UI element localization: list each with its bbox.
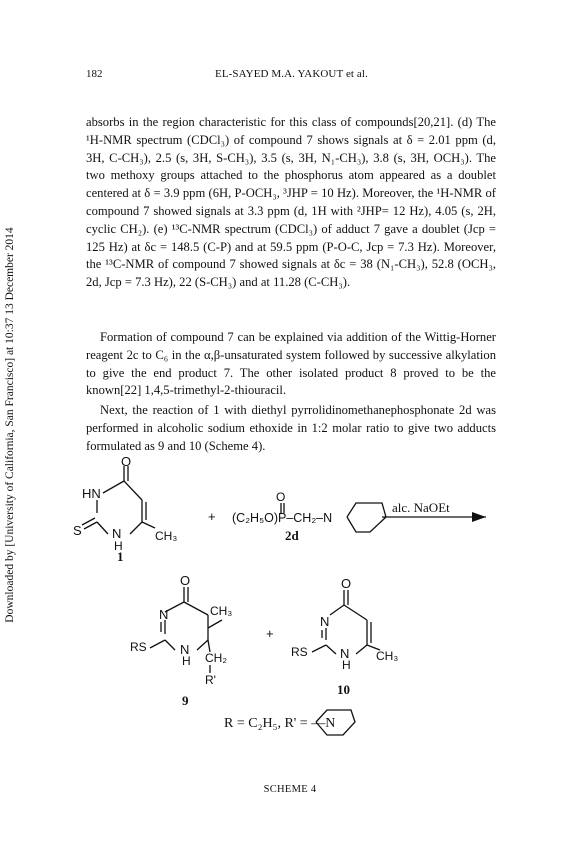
compound-9-r-prime: R': [205, 673, 216, 687]
plus-sign: +: [208, 509, 216, 524]
compound-10-n1: N: [340, 646, 350, 661]
substituent-legend: R = C₂H₅, R' = —N: [224, 716, 336, 731]
compound-9-oxygen: O: [180, 573, 191, 588]
compound-10-methyl: CH₃: [376, 649, 399, 663]
compound-10-label: 10: [337, 682, 350, 697]
reagent-2d-oxygen: O: [276, 490, 286, 504]
reagent-2d-label: 2d: [285, 528, 299, 543]
compound-1-methyl: CH₃: [155, 529, 178, 543]
compound-1-sulfur: S: [73, 523, 82, 538]
scheme-caption: SCHEME 4: [263, 784, 317, 795]
compound-9-label: 9: [182, 693, 189, 708]
paragraph-text: absorbs in the region characteristic for this class of compounds[20,21]. (d) The ¹H-NMR spectrum (CDCl₃) of compound 7 shows signals at δ = 2.01 ppm (d, 3H, C-CH₃), 2.5 (s, 3H, S-CH₃), 3.5 (s, 3H, N₁-CH₃), 3.8 (s, 3H, OCH₃). The two methoxy groups attached to the phosphorus atom appeared as a doublet centered at δ = 3.9 ppm (6H, P-OCH₃, ³JHP = 10 Hz). Moreover, the ¹H-NMR of compound 7 showed signals at 3.3 ppm (d, 1H with ²JHP= 12 Hz), 4.05 (s, 2H, cyclic CH₂). (e) ¹³C-NMR spectrum (CDCl₃) of adduct 7 gave a doublet (Jcp = 125 Hz) at δc = 148.5 (C-P) and at 59.5 ppm (P-O-C, Jcp = 7.3 Hz). Moreover, the ¹³C-NMR of compound 7 showed signals at δc = 38 (N₁-CH₃), 52.8 (OCH₃, 2d, Jcp = 7.3 Hz), 22 (S-CH₃) and at 11.28 (C-CH₃).: [86, 115, 496, 290]
compound-1-label: 1: [117, 549, 124, 564]
compound-10-n3: N: [320, 614, 330, 629]
reagent-2d-formula: (C₂H₅O)P–CH₂–N: [232, 511, 333, 525]
compound-9-rs: RS: [130, 640, 147, 654]
plus-sign: +: [266, 626, 274, 641]
paragraph-text: Next, the reaction of 1 with diethyl pyrrolidinomethanephosphonate 2d was performed in alcoholic sodium ethoxide in 1:2 molar ratio to give two adducts formulated as 9 and 10 (Scheme 4).: [86, 403, 496, 453]
page-number: 182: [86, 68, 103, 80]
compound-1-hydrogen: H: [114, 539, 123, 553]
compound-10-rs: RS: [291, 645, 308, 659]
compound-9-n1: N: [180, 642, 190, 657]
compound-1-nitrogen: N: [112, 526, 122, 541]
compound-9-ch2: CH₂: [205, 651, 227, 665]
paragraph-text: Formation of compound 7 can be explained via addition of the Wittig-Horner reagent 2c to C₆ in the α,β-unsaturated system followed by successive alkylation to give the end product 7. The other isolated product 8 proved to be the known[22] 1,4,5-trimethyl-2-thiouracil.: [86, 330, 496, 398]
download-watermark-text: Downloaded by [University of California, San Francisco] at 10:37 13 December 2014: [4, 227, 16, 623]
compound-1-nh: HN: [82, 486, 101, 501]
compound-1-oxygen: O: [121, 454, 132, 469]
compound-10-hydrogen: H: [342, 658, 351, 672]
reaction-arrow-head: [472, 512, 486, 522]
compound-9-methyl: CH₃: [210, 604, 233, 618]
running-head: EL-SAYED M.A. YAKOUT et al.: [215, 68, 368, 80]
compound-10-oxygen: O: [341, 576, 352, 591]
compound-9-hydrogen: H: [182, 654, 191, 668]
reaction-condition: alc. NaOEt: [392, 500, 450, 515]
compound-9-n3: N: [159, 607, 169, 622]
